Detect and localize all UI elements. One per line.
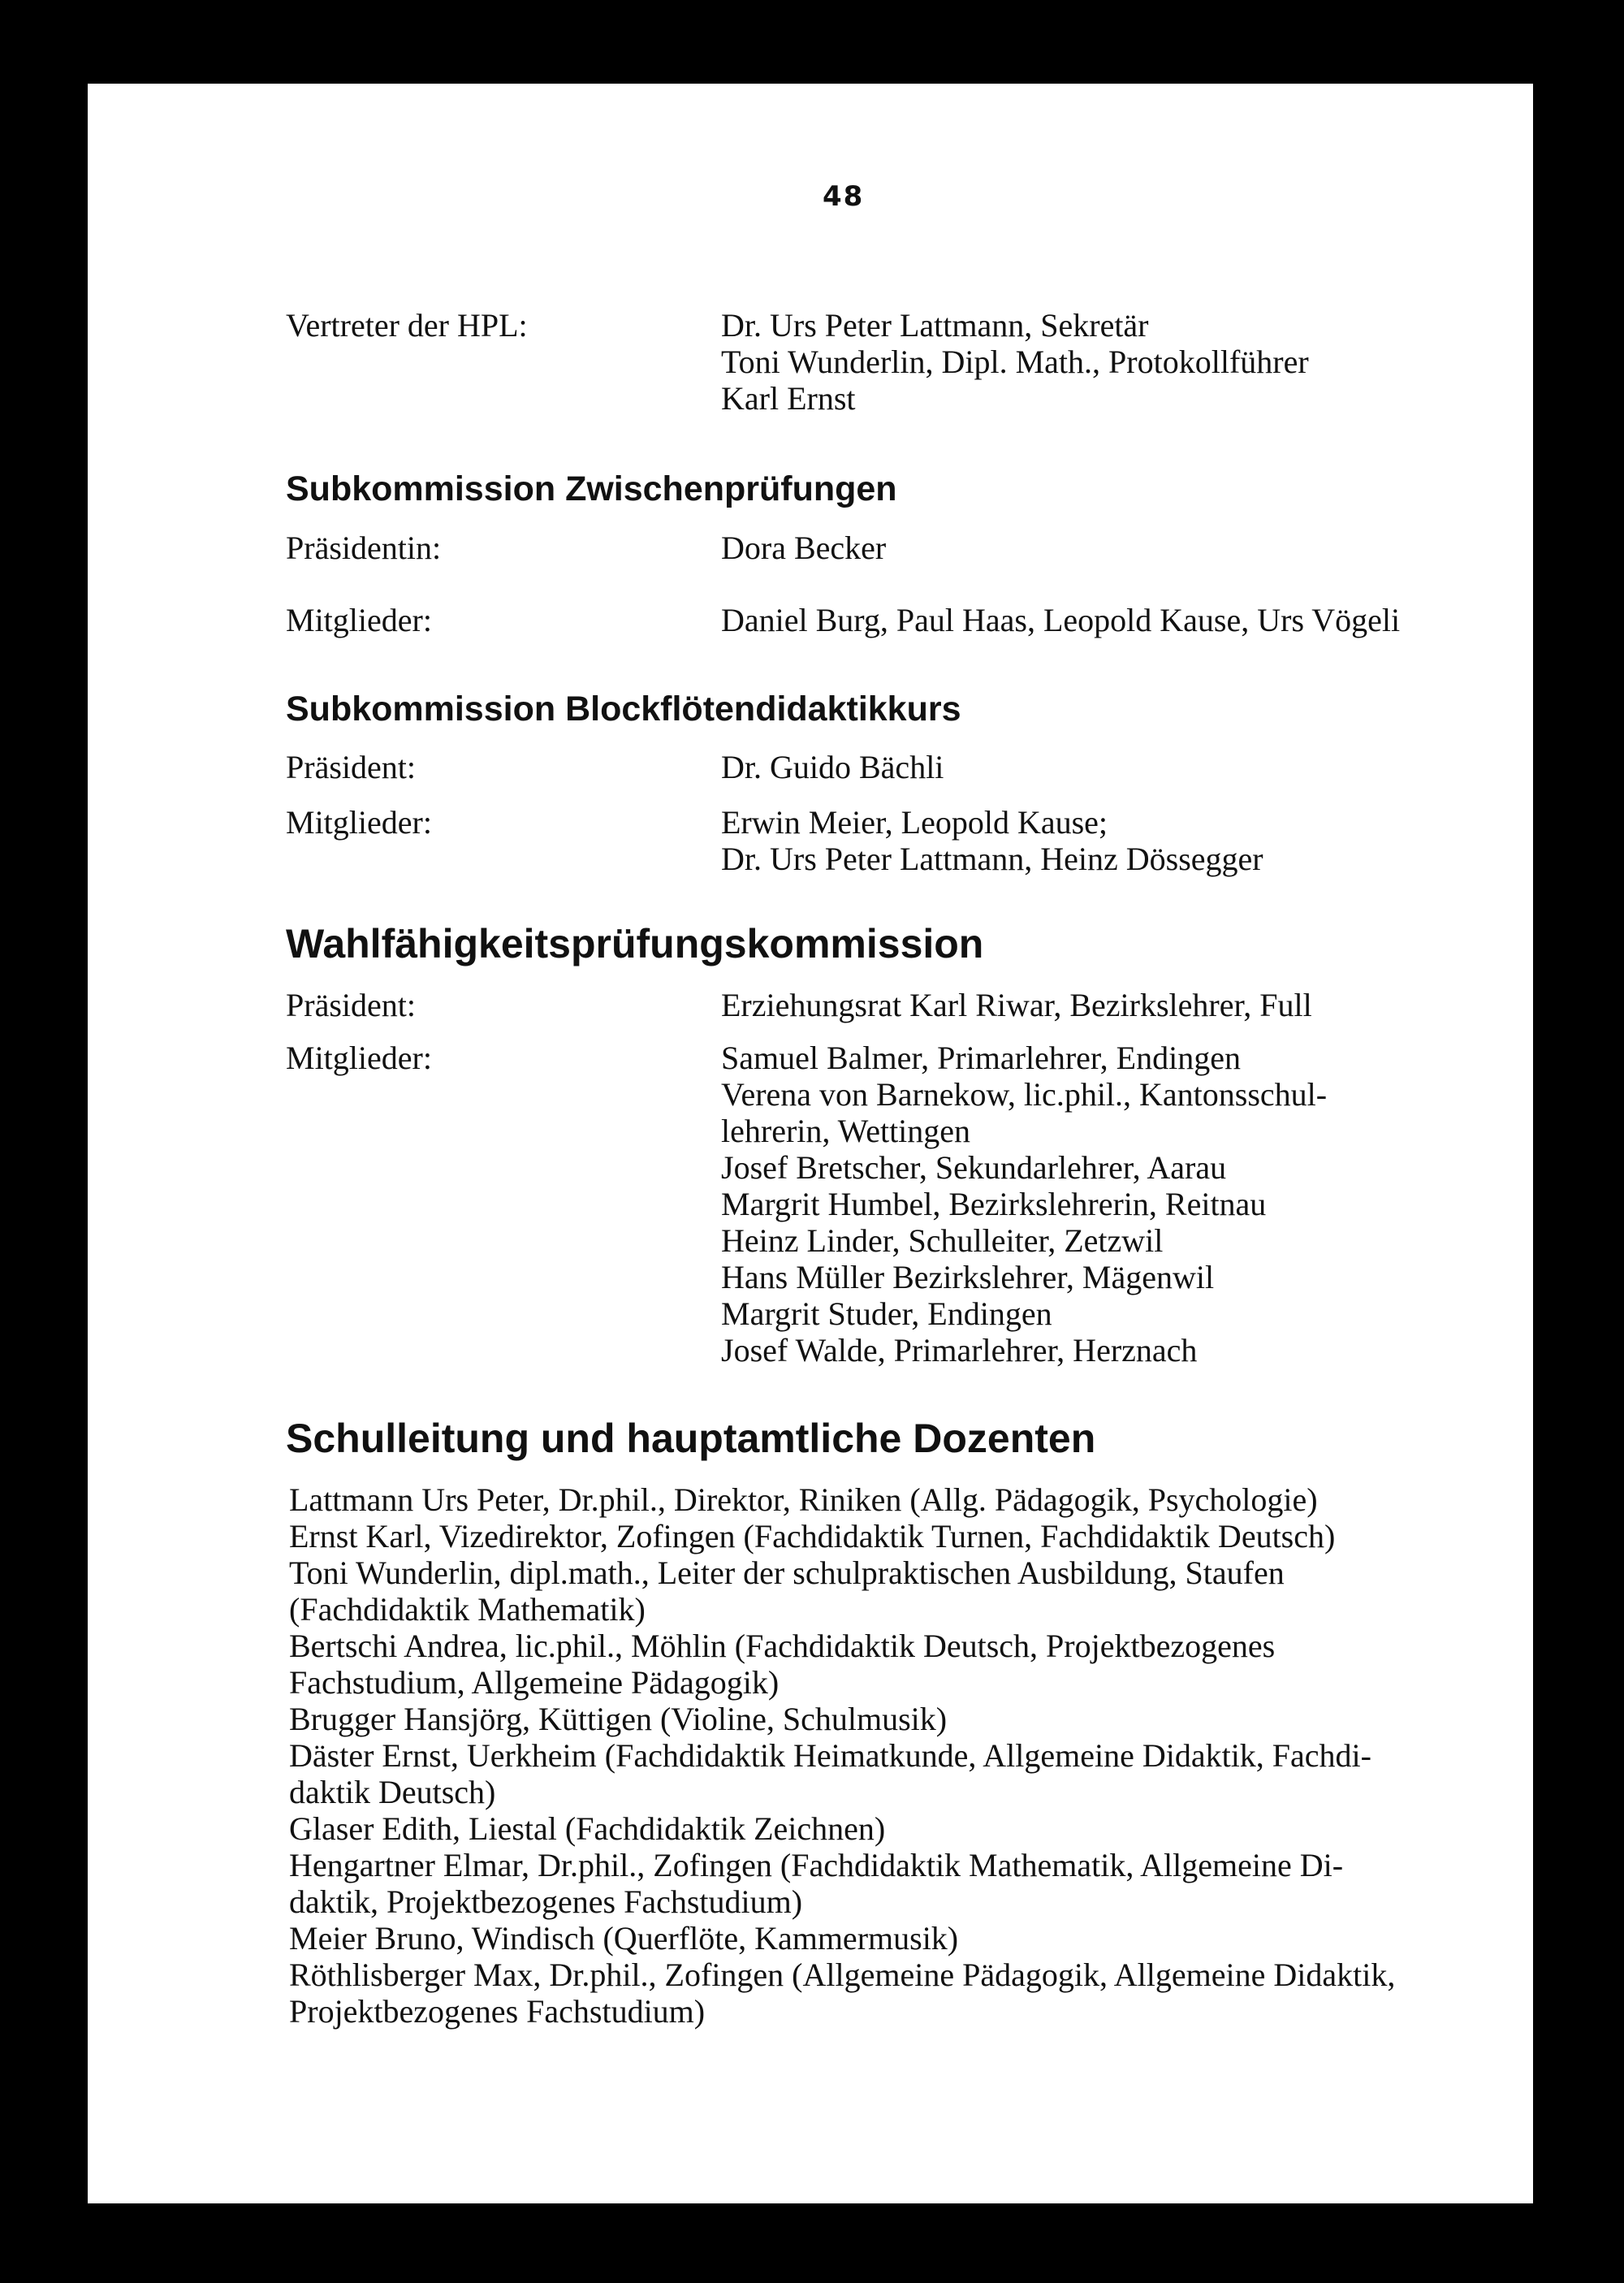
hpl-member: Karl Ernst <box>721 380 856 417</box>
staff-line: Lattmann Urs Peter, Dr.phil., Direktor, Riniken (Allg. Pädagogik, Psychologie) <box>289 1481 1318 1518</box>
president-value: Dora Becker <box>721 530 887 566</box>
member-line: Josef Bretscher, Sekundarlehrer, Aarau <box>721 1149 1227 1186</box>
staff-line: Däster Ernst, Uerkheim (Fachdidaktik Heimatkunde, Allgemeine Didaktik, Fachdi- <box>289 1737 1371 1774</box>
member-line: lehrerin, Wettingen <box>721 1113 971 1149</box>
staff-line: daktik, Projektbezogenes Fachstudium) <box>289 1883 803 1920</box>
president-name <box>721 749 1501 785</box>
staff-line: Brugger Hansjörg, Küttigen (Violine, Schulmusik) <box>289 1701 948 1737</box>
president-value: Dr. Guido Bächli <box>721 749 944 785</box>
members-label: Mitglieder: <box>286 804 432 841</box>
member-line: Erwin Meier, Leopold Kause; <box>721 804 1108 841</box>
staff-line: Meier Bruno, Windisch (Querflöte, Kammermusik) <box>289 1920 959 1957</box>
members-label: Mitglieder: <box>286 1040 432 1076</box>
member-line: Hans Müller Bezirkslehrer, Mägenwil <box>721 1259 1215 1295</box>
president-value: Erziehungsrat Karl Riwar, Bezirkslehrer, Full <box>721 987 1312 1023</box>
heading-blockfloete: Subkommission Blockflötendidaktikkurs <box>286 690 961 729</box>
staff-line: Fachstudium, Allgemeine Pädagogik) <box>289 1664 780 1701</box>
member-line: Heinz Linder, Schulleiter, Zetzwil <box>721 1222 1164 1259</box>
staff-line: Glaser Edith, Liestal (Fachdidaktik Zeichnen) <box>289 1810 886 1847</box>
hpl-member: Toni Wunderlin, Dipl. Math., Protokollführer <box>721 344 1309 380</box>
staff-line: daktik Deutsch) <box>289 1774 496 1810</box>
president-label: Präsident: <box>286 987 416 1023</box>
hpl-label: Vertreter der HPL: <box>286 307 528 344</box>
members-list <box>721 602 1501 638</box>
hpl-members <box>721 307 1501 417</box>
member-line: Verena von Barnekow, lic.phil., Kantonsschul- <box>721 1076 1328 1113</box>
hpl-member: Dr. Urs Peter Lattmann, Sekretär <box>721 307 1149 344</box>
member-line: Dr. Urs Peter Lattmann, Heinz Dössegger <box>721 841 1263 877</box>
staff-line: Toni Wunderlin, dipl.math., Leiter der schulpraktischen Ausbildung, Staufen <box>289 1554 1285 1591</box>
president-label: Präsidentin: <box>286 530 442 566</box>
president-name <box>721 530 1501 566</box>
heading-zwischenpruefungen: Subkommission Zwischenprüfungen <box>286 469 897 508</box>
members-list <box>721 1040 1501 1369</box>
member-line: Margrit Studer, Endingen <box>721 1295 1052 1332</box>
members-value: Daniel Burg, Paul Haas, Leopold Kause, Urs Vögeli <box>721 602 1401 638</box>
page-number: 48 <box>823 180 865 213</box>
heading-schulleitung: Schulleitung und hauptamtliche Dozenten <box>286 1416 1096 1461</box>
members-label: Mitglieder: <box>286 602 432 638</box>
staff-list <box>289 1481 1450 2030</box>
member-line: Samuel Balmer, Primarlehrer, Endingen <box>721 1040 1241 1076</box>
member-line: Josef Walde, Primarlehrer, Herznach <box>721 1332 1198 1369</box>
president-name <box>721 987 1501 1023</box>
staff-line: Projektbezogenes Fachstudium) <box>289 1993 706 2030</box>
staff-line: (Fachdidaktik Mathematik) <box>289 1591 646 1628</box>
members-list <box>721 804 1501 877</box>
member-line: Margrit Humbel, Bezirkslehrerin, Reitnau <box>721 1186 1267 1222</box>
staff-line: Röthlisberger Max, Dr.phil., Zofingen (Allgemeine Pädagogik, Allgemeine Didaktik, <box>289 1957 1396 1993</box>
staff-line: Bertschi Andrea, lic.phil., Möhlin (Fachdidaktik Deutsch, Projektbezogenes <box>289 1628 1276 1664</box>
president-label: Präsident: <box>286 749 416 785</box>
heading-wahlfaehigkeit: Wahlfähigkeitsprüfungskommission <box>286 921 984 966</box>
staff-line: Hengartner Elmar, Dr.phil., Zofingen (Fachdidaktik Mathematik, Allgemeine Di- <box>289 1847 1344 1883</box>
staff-line: Ernst Karl, Vizedirektor, Zofingen (Fachdidaktik Turnen, Fachdidaktik Deutsch) <box>289 1518 1336 1554</box>
